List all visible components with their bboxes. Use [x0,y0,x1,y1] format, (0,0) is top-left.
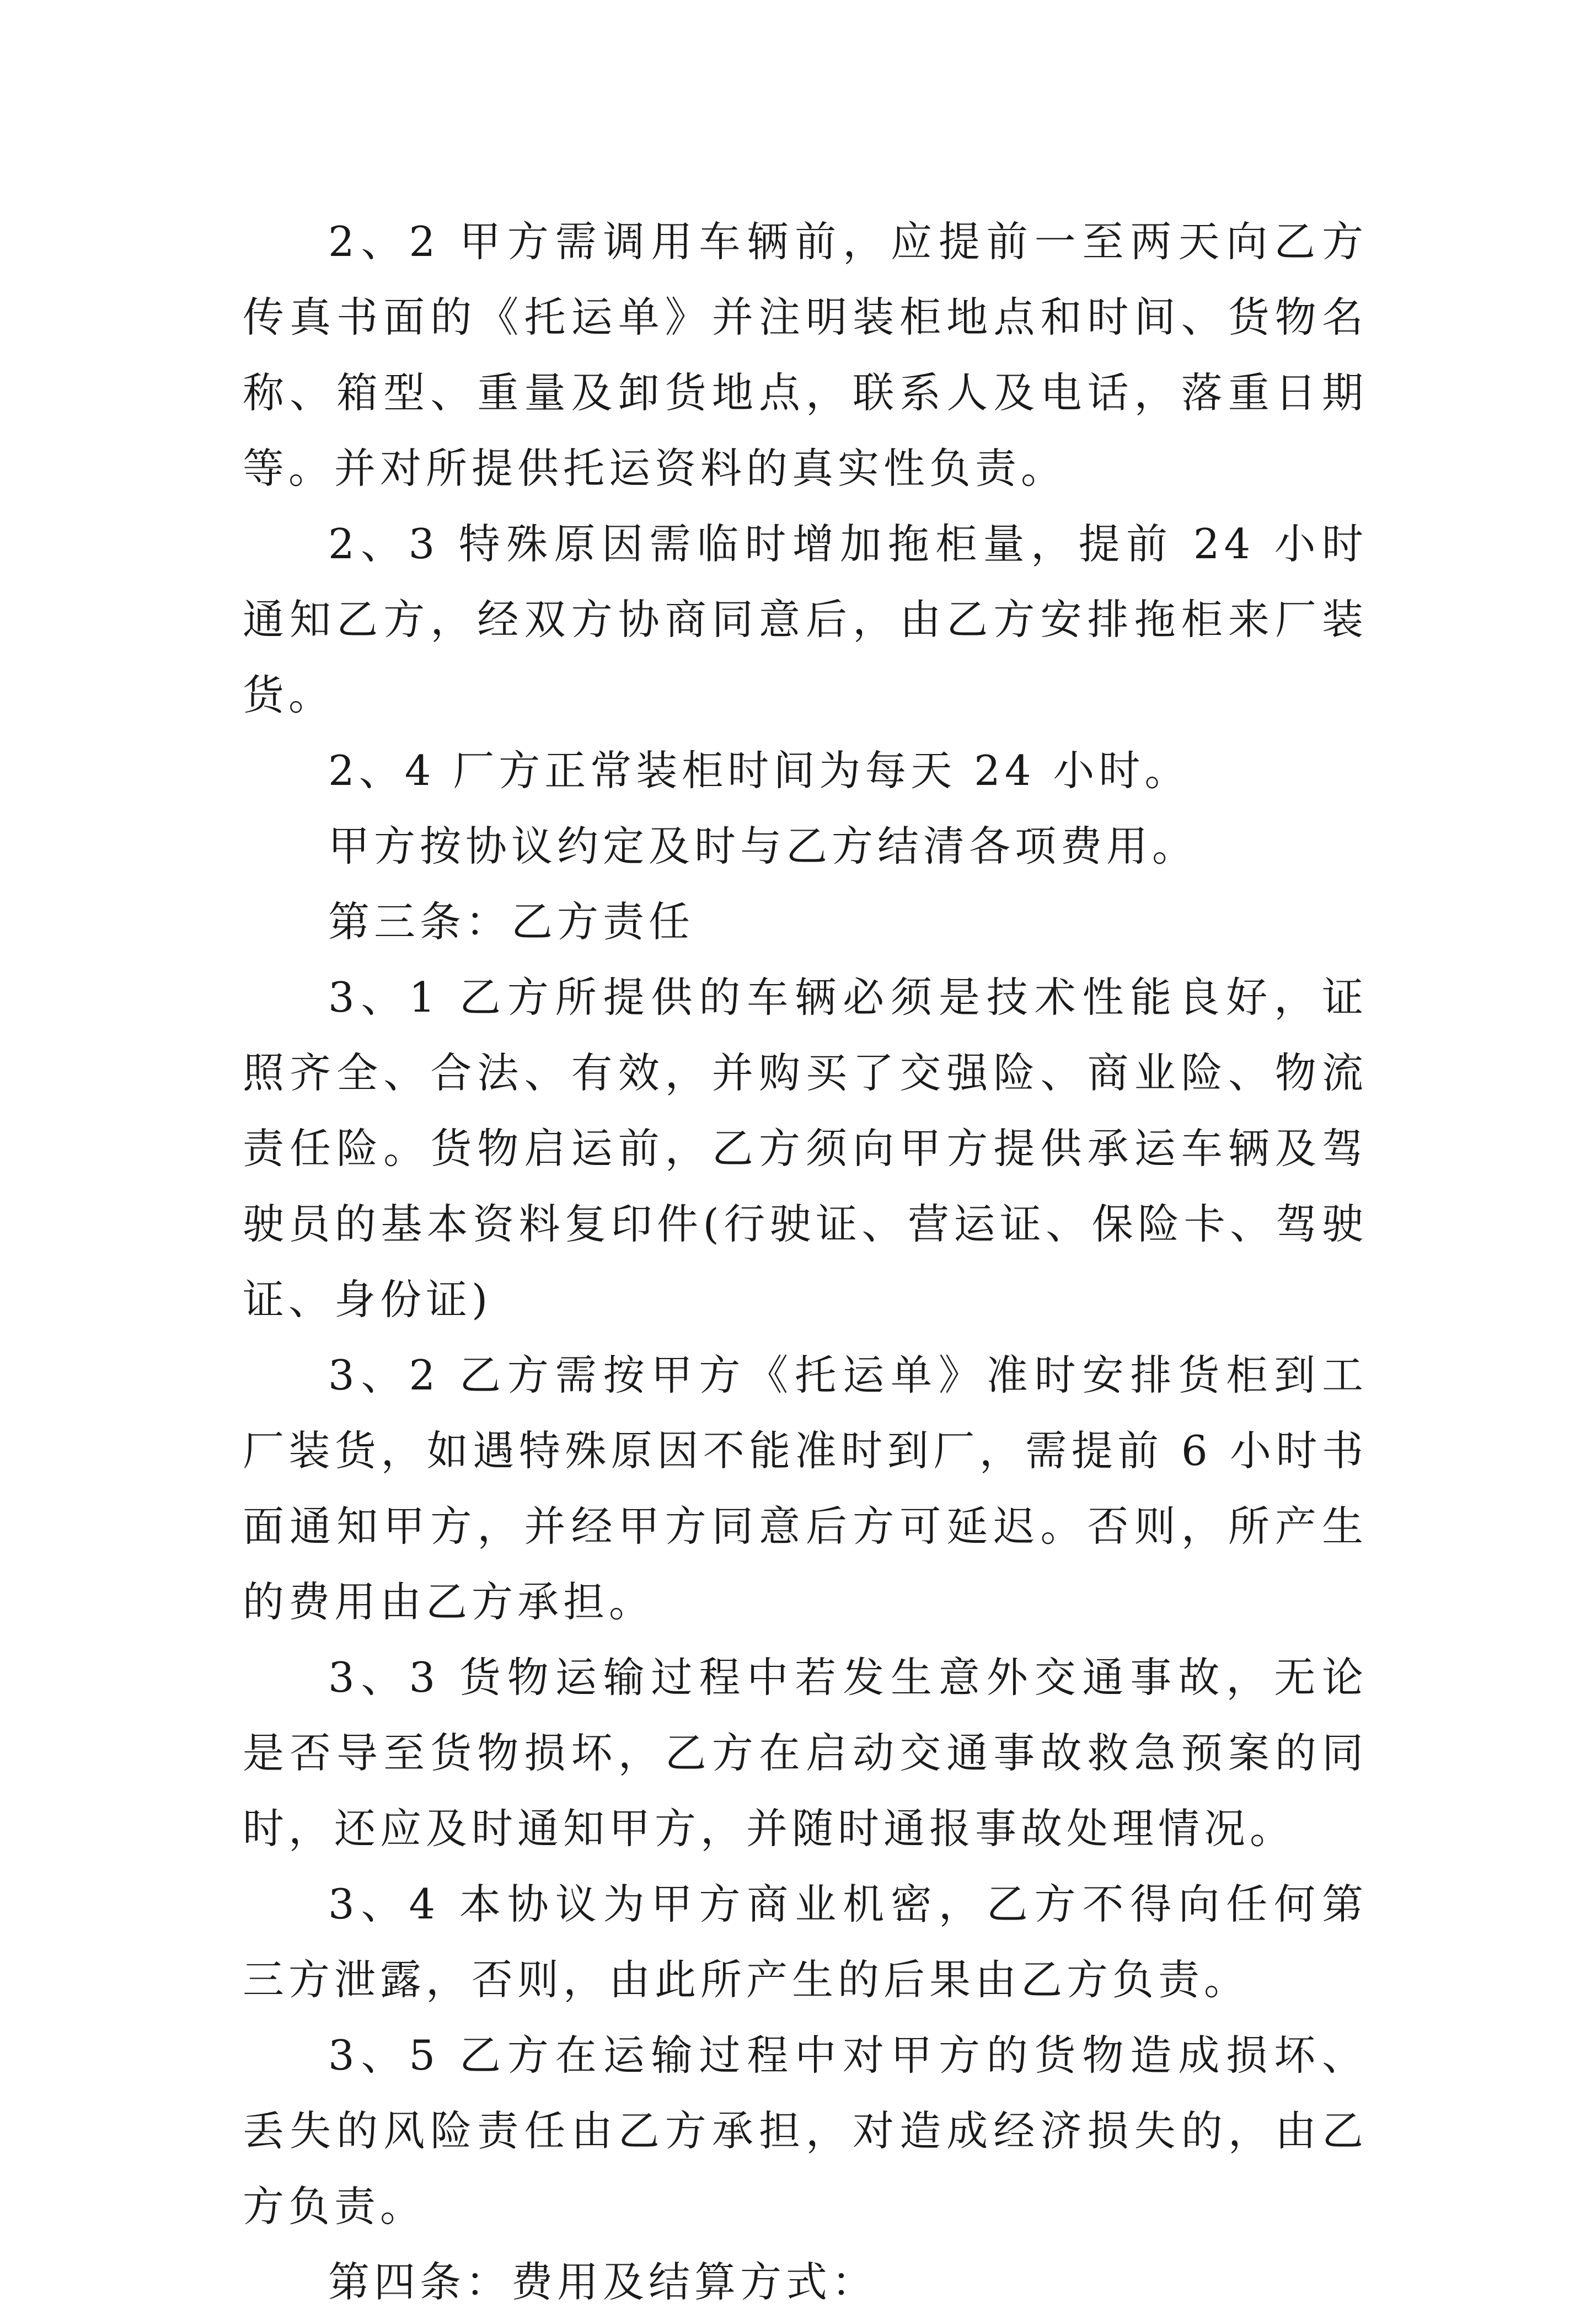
clause-2-2-paragraph: 2、2 甲方需调用车辆前，应提前一至两天向乙方传真书面的《托运单》并注明装柜地点和时间、货物名称、箱型、重量及卸货地点，联系人及电话，落重日期等。并对所提供托运资料的真实性负责。 [243,217,1368,493]
clause-3-2-paragraph: 3、2 乙方需按甲方《托运单》准时安排货柜到工厂装货，如遇特殊原因不能准时到厂，需提前 6 小时书面通知甲方，并经甲方同意后方可延迟。否则，所产生的费用由乙方承担。 [243,1351,1368,1626]
clause-3-3-paragraph: 3、3 货物运输过程中若发生意外交通事故，无论是否导至货物损坏，乙方在启动交通事故救急预案的同时，还应及时通知甲方，并随时通报事故处理情况。 [243,1653,1368,1853]
clause-3-1-paragraph: 3、1 乙方所提供的车辆必须是技术性能良好，证照齐全、合法、有效，并购买了交强险、商业险、物流责任险。货物启运前，乙方须向甲方提供承运车辆及驾驶员的基本资料复印件(行驶证、营运证、保险卡、驾驶证、身份证) [243,973,1368,1324]
article-3-heading: 第三条：乙方责任 [328,897,695,946]
clause-3-4-paragraph: 3、4 本协议为甲方商业机密，乙方不得向任何第三方泄露，否则，由此所产生的后果由乙方负责。 [243,1880,1368,2004]
document-body [243,204,1368,2320]
clause-2-3-paragraph: 2、3 特殊原因需临时增加拖柜量，提前 24 小时通知乙方，经双方协商同意后，由乙方安排拖柜来厂装货。 [243,520,1368,719]
clause-2-4-paragraph: 2、4 厂方正常装柜时间为每天 24 小时。 [328,746,1191,795]
clause-3-5-paragraph: 3、5 乙方在运输过程中对甲方的货物造成损坏、丢失的风险责任由乙方承担，对造成经济损失的，由乙方负责。 [243,2031,1368,2231]
party-a-payment-paragraph: 甲方按协议约定及时与乙方结清各项费用。 [328,822,1198,870]
article-4-heading: 第四条：费用及结算方式： [328,2258,878,2306]
